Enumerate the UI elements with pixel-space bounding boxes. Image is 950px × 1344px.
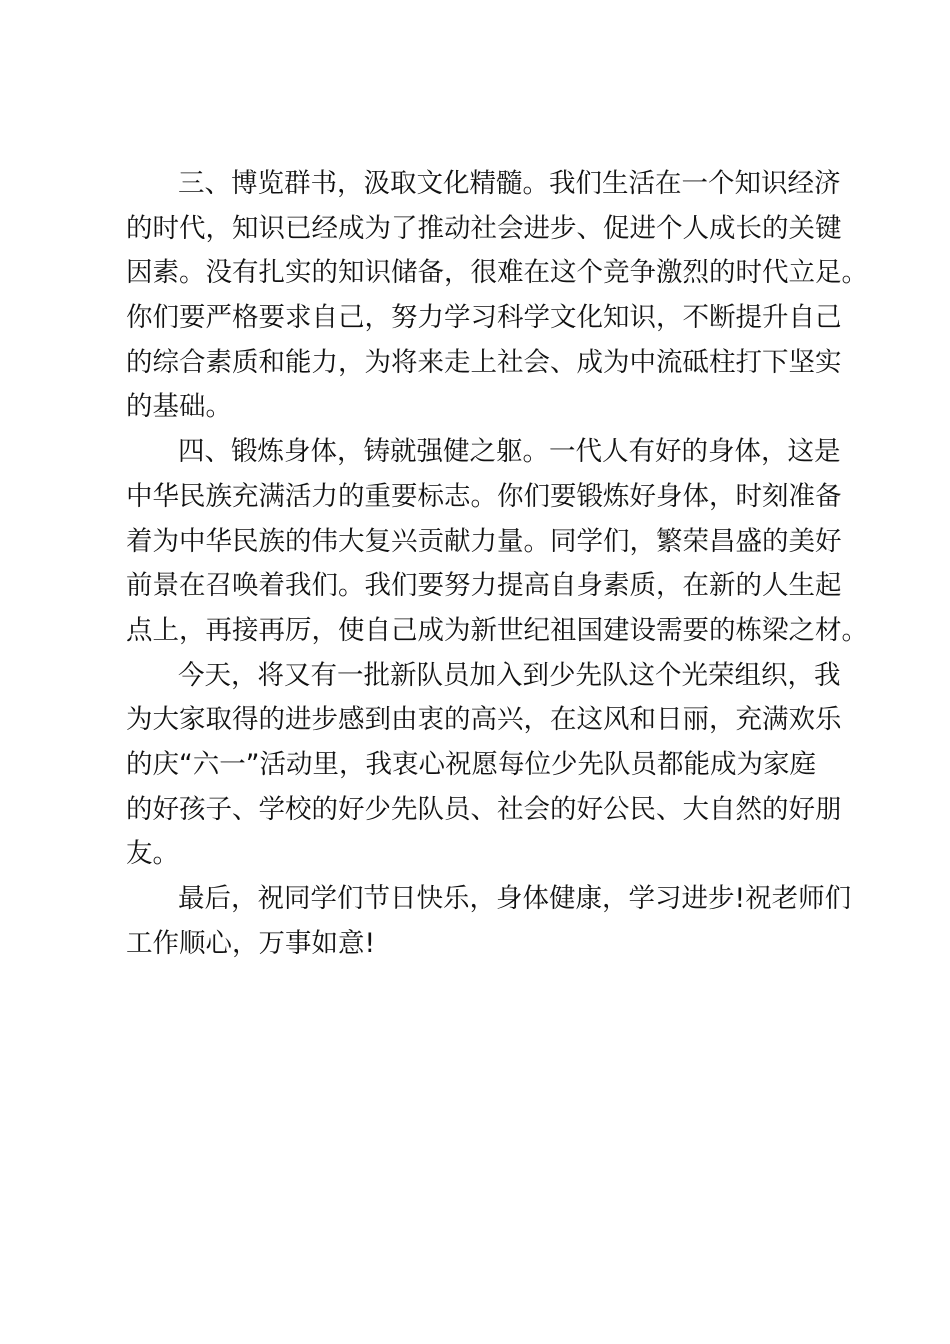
paragraph-today-line-4: 的好孩子、学校的好少先队员、社会的好公民、大自然的好朋 <box>126 793 842 825</box>
paragraph-3-line-6: 的基础。 <box>126 391 232 423</box>
paragraph-4-line-2: 中华民族充满活力的重要标志。你们要锻炼好身体，时刻准备 <box>126 480 842 512</box>
closing-line-2: 工作顺心，万事如意! <box>126 927 376 959</box>
paragraph-today-line-1: 今天，将又有一批新队员加入到少先队这个光荣组织，我 <box>178 659 841 691</box>
paragraph-3-line-2: 的时代，知识已经成为了推动社会进步、促进个人成长的关键 <box>126 212 842 244</box>
paragraph-3-line-3: 因素。没有扎实的知识储备，很难在这个竞争激烈的时代立足。 <box>126 257 868 289</box>
paragraph-4-line-1: 四、锻炼身体，铸就强健之躯。一代人有好的身体，这是 <box>178 436 841 468</box>
paragraph-3-line-4: 你们要严格要求自己，努力学习科学文化知识，不断提升自己 <box>126 302 842 334</box>
closing-line-1: 最后，祝同学们节日快乐，身体健康，学习进步!祝老师们 <box>178 883 852 914</box>
paragraph-4-line-3: 着为中华民族的伟大复兴贡献力量。同学们，繁荣昌盛的美好 <box>126 525 842 557</box>
paragraph-today-line-3: 的庆“六一”活动里，我衷心祝愿每位少先队员都能成为家庭 <box>126 748 816 780</box>
paragraph-4-line-5: 点上，再接再厉，使自己成为新世纪祖国建设需要的栋梁之材。 <box>126 614 868 646</box>
paragraph-today-line-5: 友。 <box>126 838 179 870</box>
paragraph-today-line-2: 为大家取得的进步感到由衷的高兴，在这风和日丽，充满欢乐 <box>126 704 842 736</box>
paragraph-3-line-1: 三、博览群书，汲取文化精髓。我们生活在一个知识经济 <box>178 168 841 199</box>
document-body <box>126 162 868 966</box>
paragraph-3-line-5: 的综合素质和能力，为将来走上社会、成为中流砥柱打下坚实 <box>126 346 842 378</box>
paragraph-4-line-4: 前景在召唤着我们。我们要努力提高自身素质，在新的人生起 <box>126 570 842 602</box>
